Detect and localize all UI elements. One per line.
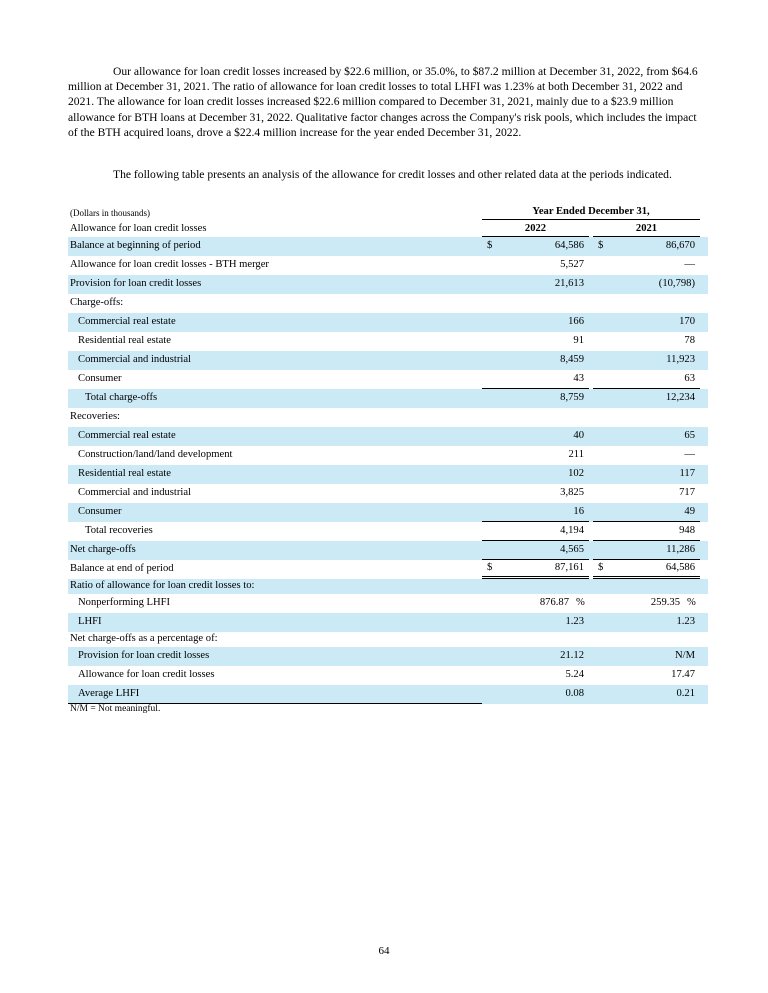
value-2021: [593, 256, 700, 275]
row-right-pad: [700, 632, 708, 647]
table-row: [68, 294, 708, 313]
paragraph-allowance-discussion: Our allowance for loan credit losses increased by $22.6 million, or 35.0%, to $87.2 million at December 31, 2022, from $64.6 million at December 31, 2021. The ratio of allowance for loan credit losses to total LHFI was 1.23% at both December 31, 2022 and 2021. The allowance for loan credit losses increased $22.6 million compared to December 31, 2021, mainly due to a $23.9 million allowance for BTH loans at December 31, 2022. Qualitative factor changes across the Company's risk pools, which includes the impact of the BTH acquired loans, drove a $22.4 million increase for the year ended December 31, 2022.: [68, 64, 698, 140]
value-2022: [482, 237, 589, 256]
value-2021: [593, 666, 700, 685]
value-2021: [593, 408, 700, 427]
value-2021: [593, 560, 700, 579]
row-right-pad: [700, 237, 708, 256]
cell-value: 43: [573, 372, 584, 384]
cell-value: 63: [684, 372, 695, 384]
row-label: Allowance for loan credit losses: [78, 669, 215, 681]
row-right-pad: [700, 666, 708, 685]
value-2022: [482, 541, 589, 560]
row-label: Recoveries:: [70, 411, 121, 423]
table-row: [68, 522, 708, 541]
row-label: Construction/land/land development: [78, 449, 233, 461]
cell-value: 78: [684, 335, 695, 347]
cell-value: 8,459: [560, 354, 584, 366]
table-row: [68, 237, 708, 256]
cell-value: 117: [679, 468, 695, 480]
value-2021: [593, 647, 700, 666]
row-label: Ratio of allowance for loan credit losses to:: [70, 580, 255, 592]
row-label: Provision for loan credit losses: [78, 650, 210, 662]
value-2022: [482, 294, 589, 313]
row-label: LHFI: [78, 616, 102, 628]
value-2021: [593, 632, 700, 647]
table-row: [68, 666, 708, 685]
row-right-pad: [700, 503, 708, 522]
cell-value: 259.35: [650, 597, 680, 609]
cell-value: (10,798): [658, 278, 695, 290]
row-right-pad: [700, 647, 708, 666]
row-label: Consumer: [78, 373, 122, 385]
paragraph-table-intro: The following table presents an analysis of the allowance for credit losses and other related data at the periods indicated.: [113, 167, 672, 181]
value-2021: [593, 522, 700, 541]
row-right-pad: [700, 332, 708, 351]
row-label: Total recoveries: [85, 525, 153, 537]
value-2022: [482, 503, 589, 522]
value-2021: [593, 594, 700, 613]
cell-value: 64,586: [665, 561, 695, 573]
row-label: Consumer: [78, 506, 122, 518]
column-header-2021: 2021: [593, 224, 700, 237]
row-right-pad: [700, 685, 708, 704]
row-label: Average LHFI: [68, 685, 482, 704]
cell-value: 3,825: [560, 487, 584, 499]
table-row: [68, 275, 708, 294]
row-label: Commercial real estate: [78, 316, 176, 328]
value-2022: [482, 446, 589, 465]
row-label: Total charge-offs: [85, 392, 158, 404]
cell-value: 102: [568, 468, 584, 480]
row-right-pad: [700, 275, 708, 294]
value-2021: [593, 685, 700, 704]
table-row: [68, 613, 708, 632]
row-label: Allowance for loan credit losses - BTH merger: [70, 259, 269, 271]
row-label: Nonperforming LHFI: [78, 597, 171, 609]
cell-value: 49: [684, 505, 695, 517]
cell-value: 17.47: [671, 669, 695, 681]
dollar-sign: $: [487, 561, 493, 573]
value-2021: [593, 370, 700, 389]
value-2022: [482, 256, 589, 275]
row-label: Commercial and industrial: [78, 487, 191, 499]
row-right-pad: [700, 408, 708, 427]
cell-value: 40: [573, 430, 584, 442]
row-label: Residential real estate: [78, 468, 171, 480]
value-2021: [593, 294, 700, 313]
cell-value: 166: [568, 316, 584, 328]
dollar-sign: $: [598, 561, 604, 573]
cell-value: 86,670: [665, 240, 695, 252]
row-right-pad: [700, 313, 708, 332]
value-2021: [593, 389, 700, 408]
row-label: Net charge-offs as a percentage of:: [70, 633, 218, 645]
row-right-pad: [700, 370, 708, 389]
value-2021: [593, 613, 700, 632]
value-2022: [482, 465, 589, 484]
table-row: [68, 632, 708, 647]
row-label: Commercial and industrial: [78, 354, 191, 366]
table-row: [68, 503, 708, 522]
row-label: Charge-offs:: [70, 297, 124, 309]
row-label: Balance at beginning of period: [70, 240, 201, 252]
value-2022: [482, 632, 589, 647]
value-2022: [482, 560, 589, 579]
table-row: [68, 370, 708, 389]
dollar-sign: $: [487, 240, 493, 252]
period-header: Year Ended December 31,: [482, 207, 700, 220]
table-row: [68, 594, 708, 613]
row-right-pad: [700, 541, 708, 560]
table-row: [68, 408, 708, 427]
table-row: [68, 579, 708, 594]
dollar-sign: $: [598, 240, 604, 252]
cell-value: 1.23: [565, 616, 584, 628]
table-row: [68, 484, 708, 503]
value-2022: [482, 370, 589, 389]
value-2021: [593, 446, 700, 465]
value-2022: [482, 579, 589, 594]
value-2021: [593, 465, 700, 484]
row-label: Balance at end of period: [70, 563, 174, 575]
value-2022: [482, 647, 589, 666]
value-2022: [482, 408, 589, 427]
cell-value: 5,527: [560, 259, 584, 271]
cell-value: N/M: [674, 650, 695, 662]
value-2021: [593, 427, 700, 446]
table-row: [68, 541, 708, 560]
cell-value: 170: [679, 316, 695, 328]
column-header-2022: 2022: [482, 224, 589, 237]
table-row: [68, 313, 708, 332]
row-label: Residential real estate: [78, 335, 171, 347]
percent-sign: %: [576, 597, 585, 609]
table-row: [68, 427, 708, 446]
table-rows: [68, 237, 708, 704]
row-label: Provision for loan credit losses: [70, 278, 202, 290]
cell-value: —: [684, 259, 695, 271]
percent-sign: %: [687, 597, 696, 609]
row-right-pad: [700, 594, 708, 613]
value-2021: [593, 541, 700, 560]
value-2021: [593, 351, 700, 370]
value-2021: [593, 237, 700, 256]
cell-value: 21.12: [560, 650, 584, 662]
value-2021: [593, 579, 700, 594]
value-2021: [593, 503, 700, 522]
table-section-label: Allowance for loan credit losses: [70, 223, 207, 235]
cell-value: 64,586: [554, 240, 584, 252]
row-right-pad: [700, 351, 708, 370]
cell-value: 0.21: [676, 688, 695, 700]
cell-value: 4,565: [560, 543, 584, 555]
cell-value: 948: [679, 524, 695, 536]
cell-value: 211: [568, 449, 584, 461]
value-2022: [482, 427, 589, 446]
cell-value: 4,194: [560, 524, 584, 536]
value-2022: [482, 313, 589, 332]
cell-value: 1.23: [676, 616, 695, 628]
table-header-period-row: [68, 203, 708, 220]
value-2022: [482, 332, 589, 351]
cell-value: 21,613: [554, 278, 584, 290]
row-label: Net charge-offs: [70, 544, 136, 556]
cell-value: 16: [573, 505, 584, 517]
value-2021: [593, 313, 700, 332]
cell-value: 8,759: [560, 392, 584, 404]
row-right-pad: [700, 522, 708, 541]
page-number: 64: [378, 945, 390, 957]
cell-value: 0.08: [565, 688, 584, 700]
cell-value: 876.87: [539, 597, 569, 609]
value-2022: [482, 613, 589, 632]
row-right-pad: [700, 484, 708, 503]
value-2022: [482, 389, 589, 408]
footnote: N/M = Not meaningful.: [70, 704, 161, 714]
value-2022: [482, 484, 589, 503]
cell-value: 12,234: [665, 392, 695, 404]
row-right-pad: [700, 294, 708, 313]
table-row: [68, 465, 708, 484]
value-2022: [482, 594, 589, 613]
cell-value: 11,923: [666, 354, 695, 366]
table-row: [68, 647, 708, 666]
value-2022: [482, 666, 589, 685]
row-right-pad: [700, 465, 708, 484]
table-row: [68, 351, 708, 370]
table-row: [68, 685, 708, 704]
row-right-pad: [700, 256, 708, 275]
value-2021: [593, 484, 700, 503]
row-right-pad: [700, 446, 708, 465]
table-row: [68, 256, 708, 275]
cell-value: 717: [679, 487, 695, 499]
units-label: (Dollars in thousands): [70, 208, 150, 218]
cell-value: 87,161: [554, 561, 584, 573]
table-row: [68, 560, 708, 579]
value-2021: [593, 332, 700, 351]
table-header-years-row: [68, 220, 708, 237]
value-2022: [482, 685, 589, 704]
table-row: [68, 389, 708, 408]
cell-value: 11,286: [666, 543, 695, 555]
cell-value: 91: [573, 335, 584, 347]
value-2022: [482, 351, 589, 370]
cell-value: 5.24: [565, 669, 584, 681]
value-2021: [593, 275, 700, 294]
table-row: [68, 332, 708, 351]
allowance-credit-losses-table: [68, 203, 708, 704]
value-2022: [482, 522, 589, 541]
row-right-pad: [700, 560, 708, 579]
row-right-pad: [700, 427, 708, 446]
value-2022: [482, 275, 589, 294]
row-label: Commercial real estate: [78, 430, 176, 442]
row-right-pad: [700, 389, 708, 408]
cell-value: —: [684, 449, 695, 461]
row-right-pad: [700, 579, 708, 594]
table-row: [68, 446, 708, 465]
row-right-pad: [700, 613, 708, 632]
cell-value: 65: [684, 430, 695, 442]
